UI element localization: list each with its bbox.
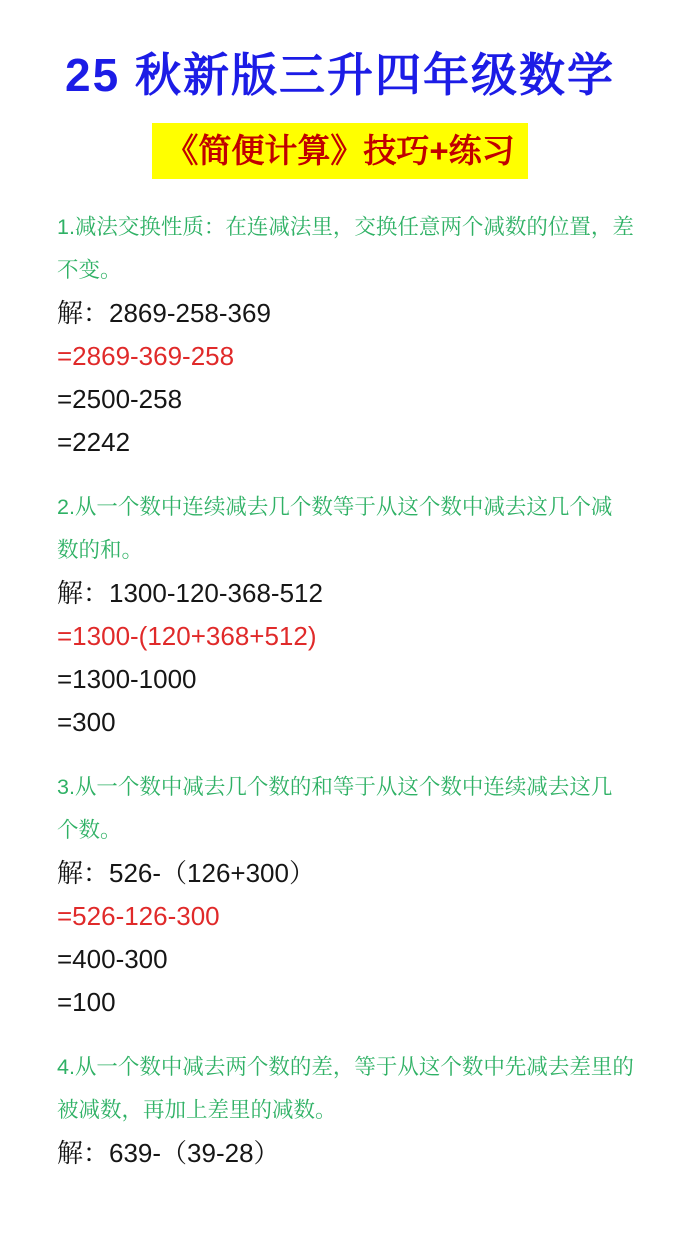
rule-text-line: 被减数，再加上差里的减数。 — [57, 1098, 337, 1122]
solution-step: =2500-258 — [57, 384, 183, 414]
solution-step-key: =2869-369-258 — [57, 341, 235, 371]
math-rule-section-3 — [57, 766, 630, 1024]
solution-step: 解：526-（126+300） — [57, 858, 315, 888]
page-title: 25 秋新版三升四年级数学 — [65, 49, 615, 101]
math-rule-section-2 — [57, 486, 630, 744]
rule-text-line: 不变。 — [57, 258, 122, 282]
rule-text-line: 1.减法交换性质：在连减法里，交换任意两个减数的位置，差 — [57, 215, 634, 239]
solution-step: 解：1300-120-368-512 — [57, 578, 323, 608]
math-rule-section-4 — [57, 1046, 634, 1175]
rule-text-line: 数的和。 — [57, 538, 144, 562]
solution-step: =300 — [57, 707, 116, 737]
rule-text-line: 3.从一个数中减去几个数的和等于从这个数中连续减去这几 — [57, 775, 613, 799]
rule-text-line: 4.从一个数中减去两个数的差，等于从这个数中先减去差里的 — [57, 1055, 634, 1079]
solution-step: 解：639-（39-28） — [57, 1138, 280, 1168]
solution-step-key: =526-126-300 — [57, 901, 220, 931]
math-rule-section-1 — [57, 206, 634, 464]
solution-step: =1300-1000 — [57, 664, 197, 694]
rule-text-line: 个数。 — [57, 818, 122, 842]
subtitle-highlight: 《简便计算》技巧+练习 — [152, 123, 527, 179]
rule-text-line: 2.从一个数中连续减去几个数等于从这个数中减去这几个减 — [57, 495, 613, 519]
solution-step: =100 — [57, 987, 116, 1017]
solution-step: 解：2869-258-369 — [57, 298, 271, 328]
sections-container — [0, 206, 680, 1175]
solution-step-key: =1300-(120+368+512) — [57, 621, 317, 651]
solution-step: =2242 — [57, 427, 131, 457]
subtitle-row — [0, 123, 680, 179]
solution-step: =400-300 — [57, 944, 168, 974]
